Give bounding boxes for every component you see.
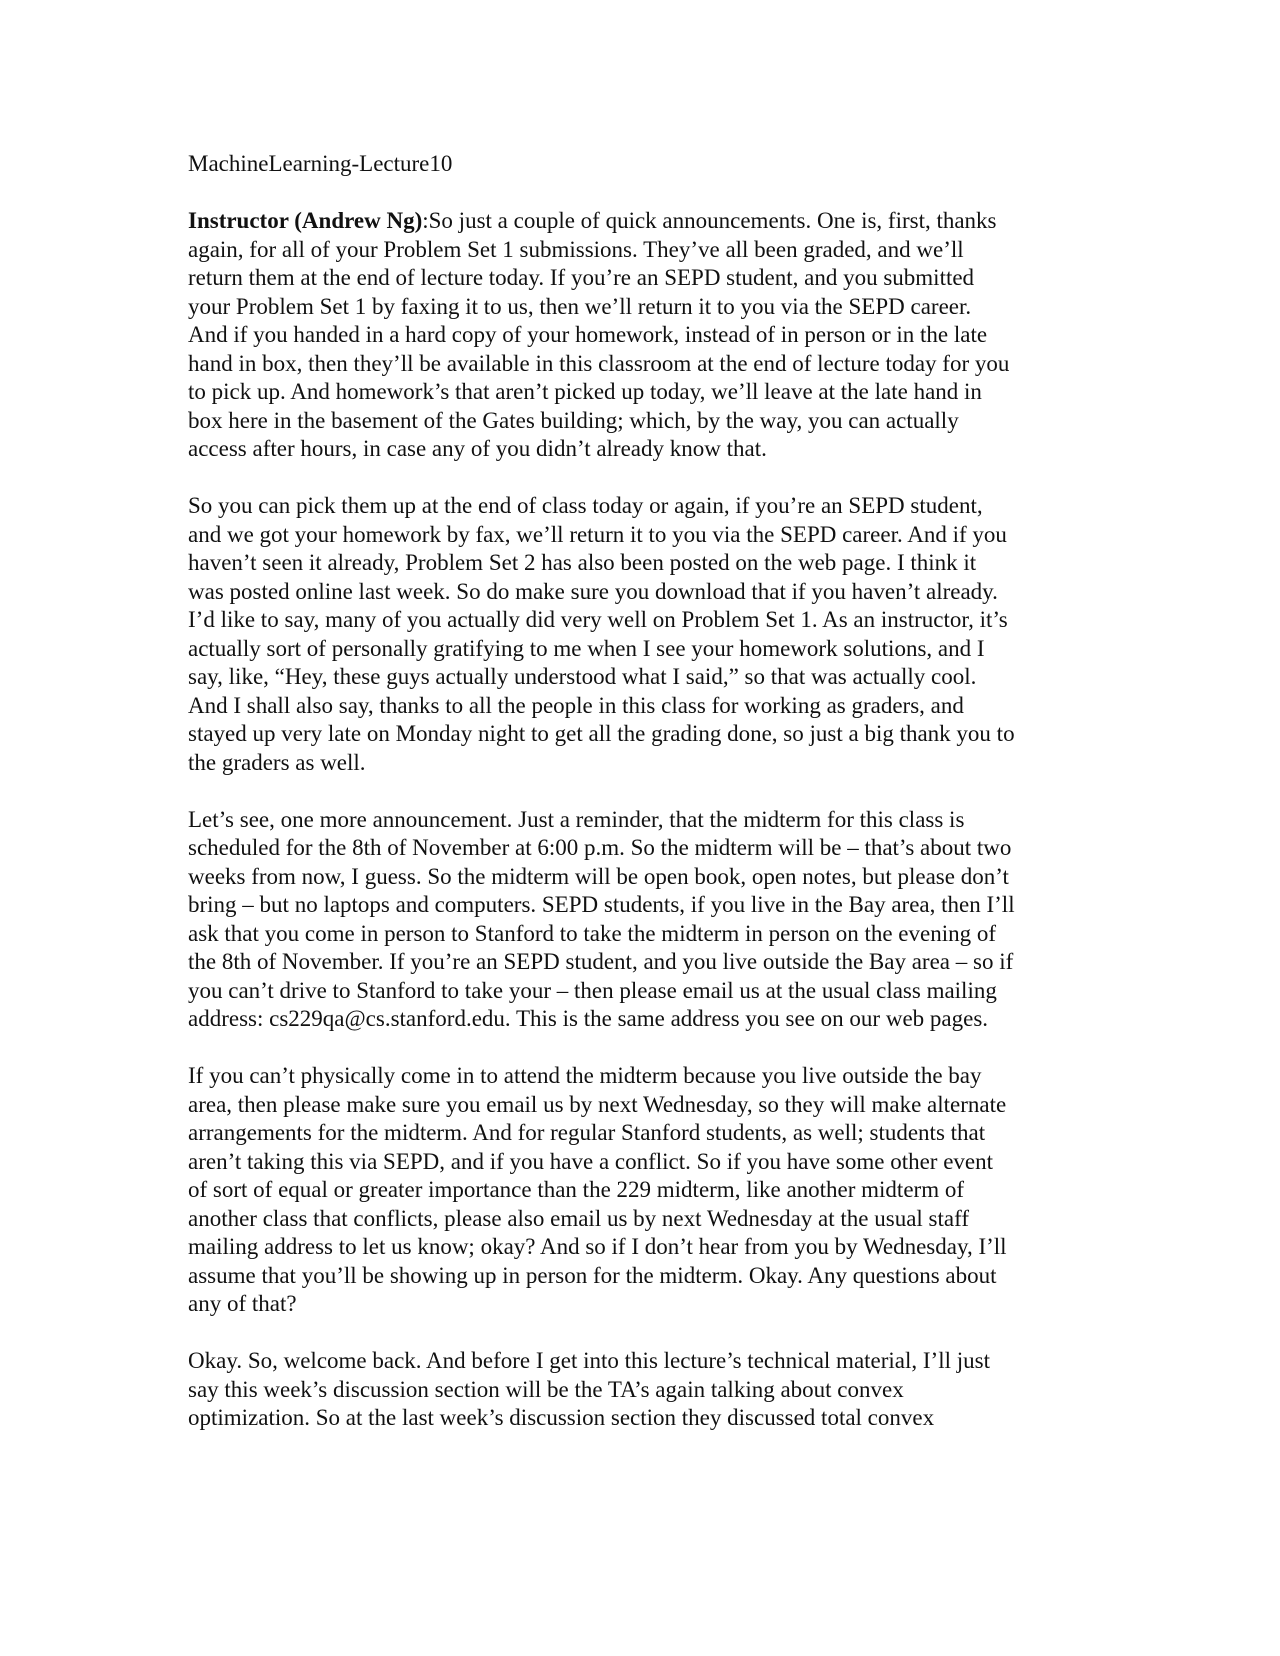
transcript-body (188, 150, 1108, 1461)
paragraph-line: area, then please make sure you email us by next Wednesday, so they will make alternate (188, 1091, 1007, 1117)
paragraph-line: another class that conflicts, please also email us by next Wednesday at the usual staff (188, 1205, 969, 1231)
paragraph-line: and we got your homework by fax, we’ll return it to you via the SEPD career. And if you (188, 521, 1007, 547)
paragraph-line (188, 207, 1108, 236)
line-text: :So just a couple of quick announcements. One is, first, thanks (422, 208, 997, 233)
transcript-paragraphs (188, 207, 1108, 1433)
paragraph-line: the graders as well. (188, 749, 366, 775)
paragraph-line: to pick up. And homework’s that aren’t picked up today, we’ll leave at the late hand in (188, 379, 982, 404)
paragraph-line: Let’s see, one more announcement. Just a reminder, that the midterm for this class is (188, 806, 965, 832)
paragraph (188, 207, 1108, 464)
paragraph-line: mailing address to let us know; okay? And so if I don’t hear from you by Wednesday, I’ll (188, 1234, 1007, 1259)
paragraph-line: And if you handed in a hard copy of your homework, instead of in person or in the late (188, 322, 988, 347)
paragraph-line: address: cs229qa@cs.stanford.edu. This is the same address you see on our web pages. (188, 1006, 989, 1031)
paragraph-line: of sort of equal or greater importance than the 229 midterm, like another midterm of (188, 1177, 964, 1202)
paragraph (188, 1347, 1108, 1433)
paragraph-line: arrangements for the midterm. And for regular Stanford students, as well; students that (188, 1120, 986, 1145)
paragraph-line: box here in the basement of the Gates building; which, by the way, you can actually (188, 407, 959, 433)
paragraph-line: return them at the end of lecture today. If you’re an SEPD student, and you submitted (188, 265, 975, 290)
paragraph-line: Okay. So, welcome back. And before I get into this lecture’s technical material, I’ll just (188, 1348, 990, 1373)
paragraph-line: any of that? (188, 1291, 297, 1316)
paragraph-line: So you can pick them up at the end of class today or again, if you’re an SEPD student, (188, 493, 983, 518)
paragraph (188, 1062, 1108, 1319)
paragraph-line: was posted online last week. So do make sure you download that if you haven’t already. (188, 578, 998, 604)
paragraph-line: ask that you come in person to Stanford to take the midterm in person on the evening of (188, 920, 997, 946)
paragraph-line: assume that you’ll be showing up in person for the midterm. Okay. Any questions about (188, 1262, 997, 1288)
paragraph-line: access after hours, in case any of you didn’t already know that. (188, 436, 767, 461)
paragraph-line: say this week’s discussion section will be the TA’s again talking about convex (188, 1376, 904, 1402)
paragraph-line: say, like, “Hey, these guys actually understood what I said,” so that was actually cool. (188, 664, 977, 689)
paragraph-line: your Problem Set 1 by faxing it to us, then we’ll return it to you via the SEPD career. (188, 293, 972, 319)
paragraph (188, 806, 1108, 1034)
paragraph (188, 492, 1108, 777)
paragraph-line: you can’t drive to Stanford to take your – then please email us at the usual class mailing (188, 977, 997, 1003)
paragraph-line: scheduled for the 8th of November at 6:00 p.m. So the midterm will be – that’s about two (188, 835, 1012, 860)
paragraph-line: I’d like to say, many of you actually did very well on Problem Set 1. As an instructor, it’s (188, 607, 1008, 632)
paragraph-line: the 8th of November. If you’re an SEPD student, and you live outside the Bay area – so if (188, 949, 1014, 974)
paragraph-line: bring – but no laptops and computers. SEPD students, if you live in the Bay area, then I’ll (188, 892, 1015, 917)
paragraph-line: aren’t taking this via SEPD, and if you have a conflict. So if you have some other event (188, 1148, 994, 1174)
paragraph-line: hand in box, then they’ll be available in this classroom at the end of lecture today for you (188, 350, 1010, 376)
paragraph-line: stayed up very late on Monday night to get all the grading done, so just a big thank you to (188, 721, 1015, 746)
paragraph-line: And I shall also say, thanks to all the people in this class for working as graders, and (188, 692, 964, 718)
paragraph-line: actually sort of personally gratifying to me when I see your homework solutions, and I (188, 635, 985, 661)
document-title: MachineLearning-Lecture10 (188, 151, 453, 176)
speaker-label: Instructor (Andrew Ng) (188, 208, 423, 233)
paragraph-line: optimization. So at the last week’s discussion section they discussed total convex (188, 1405, 935, 1430)
paragraph-line: again, for all of your Problem Set 1 submissions. They’ve all been graded, and we’ll (188, 236, 964, 262)
paragraph-line: haven’t seen it already, Problem Set 2 has also been posted on the web page. I think it (188, 550, 977, 575)
paragraph-line: weeks from now, I guess. So the midterm will be open book, open notes, but please don’t (188, 863, 1009, 889)
paragraph-line: If you can’t physically come in to attend the midterm because you live outside the bay (188, 1063, 982, 1088)
